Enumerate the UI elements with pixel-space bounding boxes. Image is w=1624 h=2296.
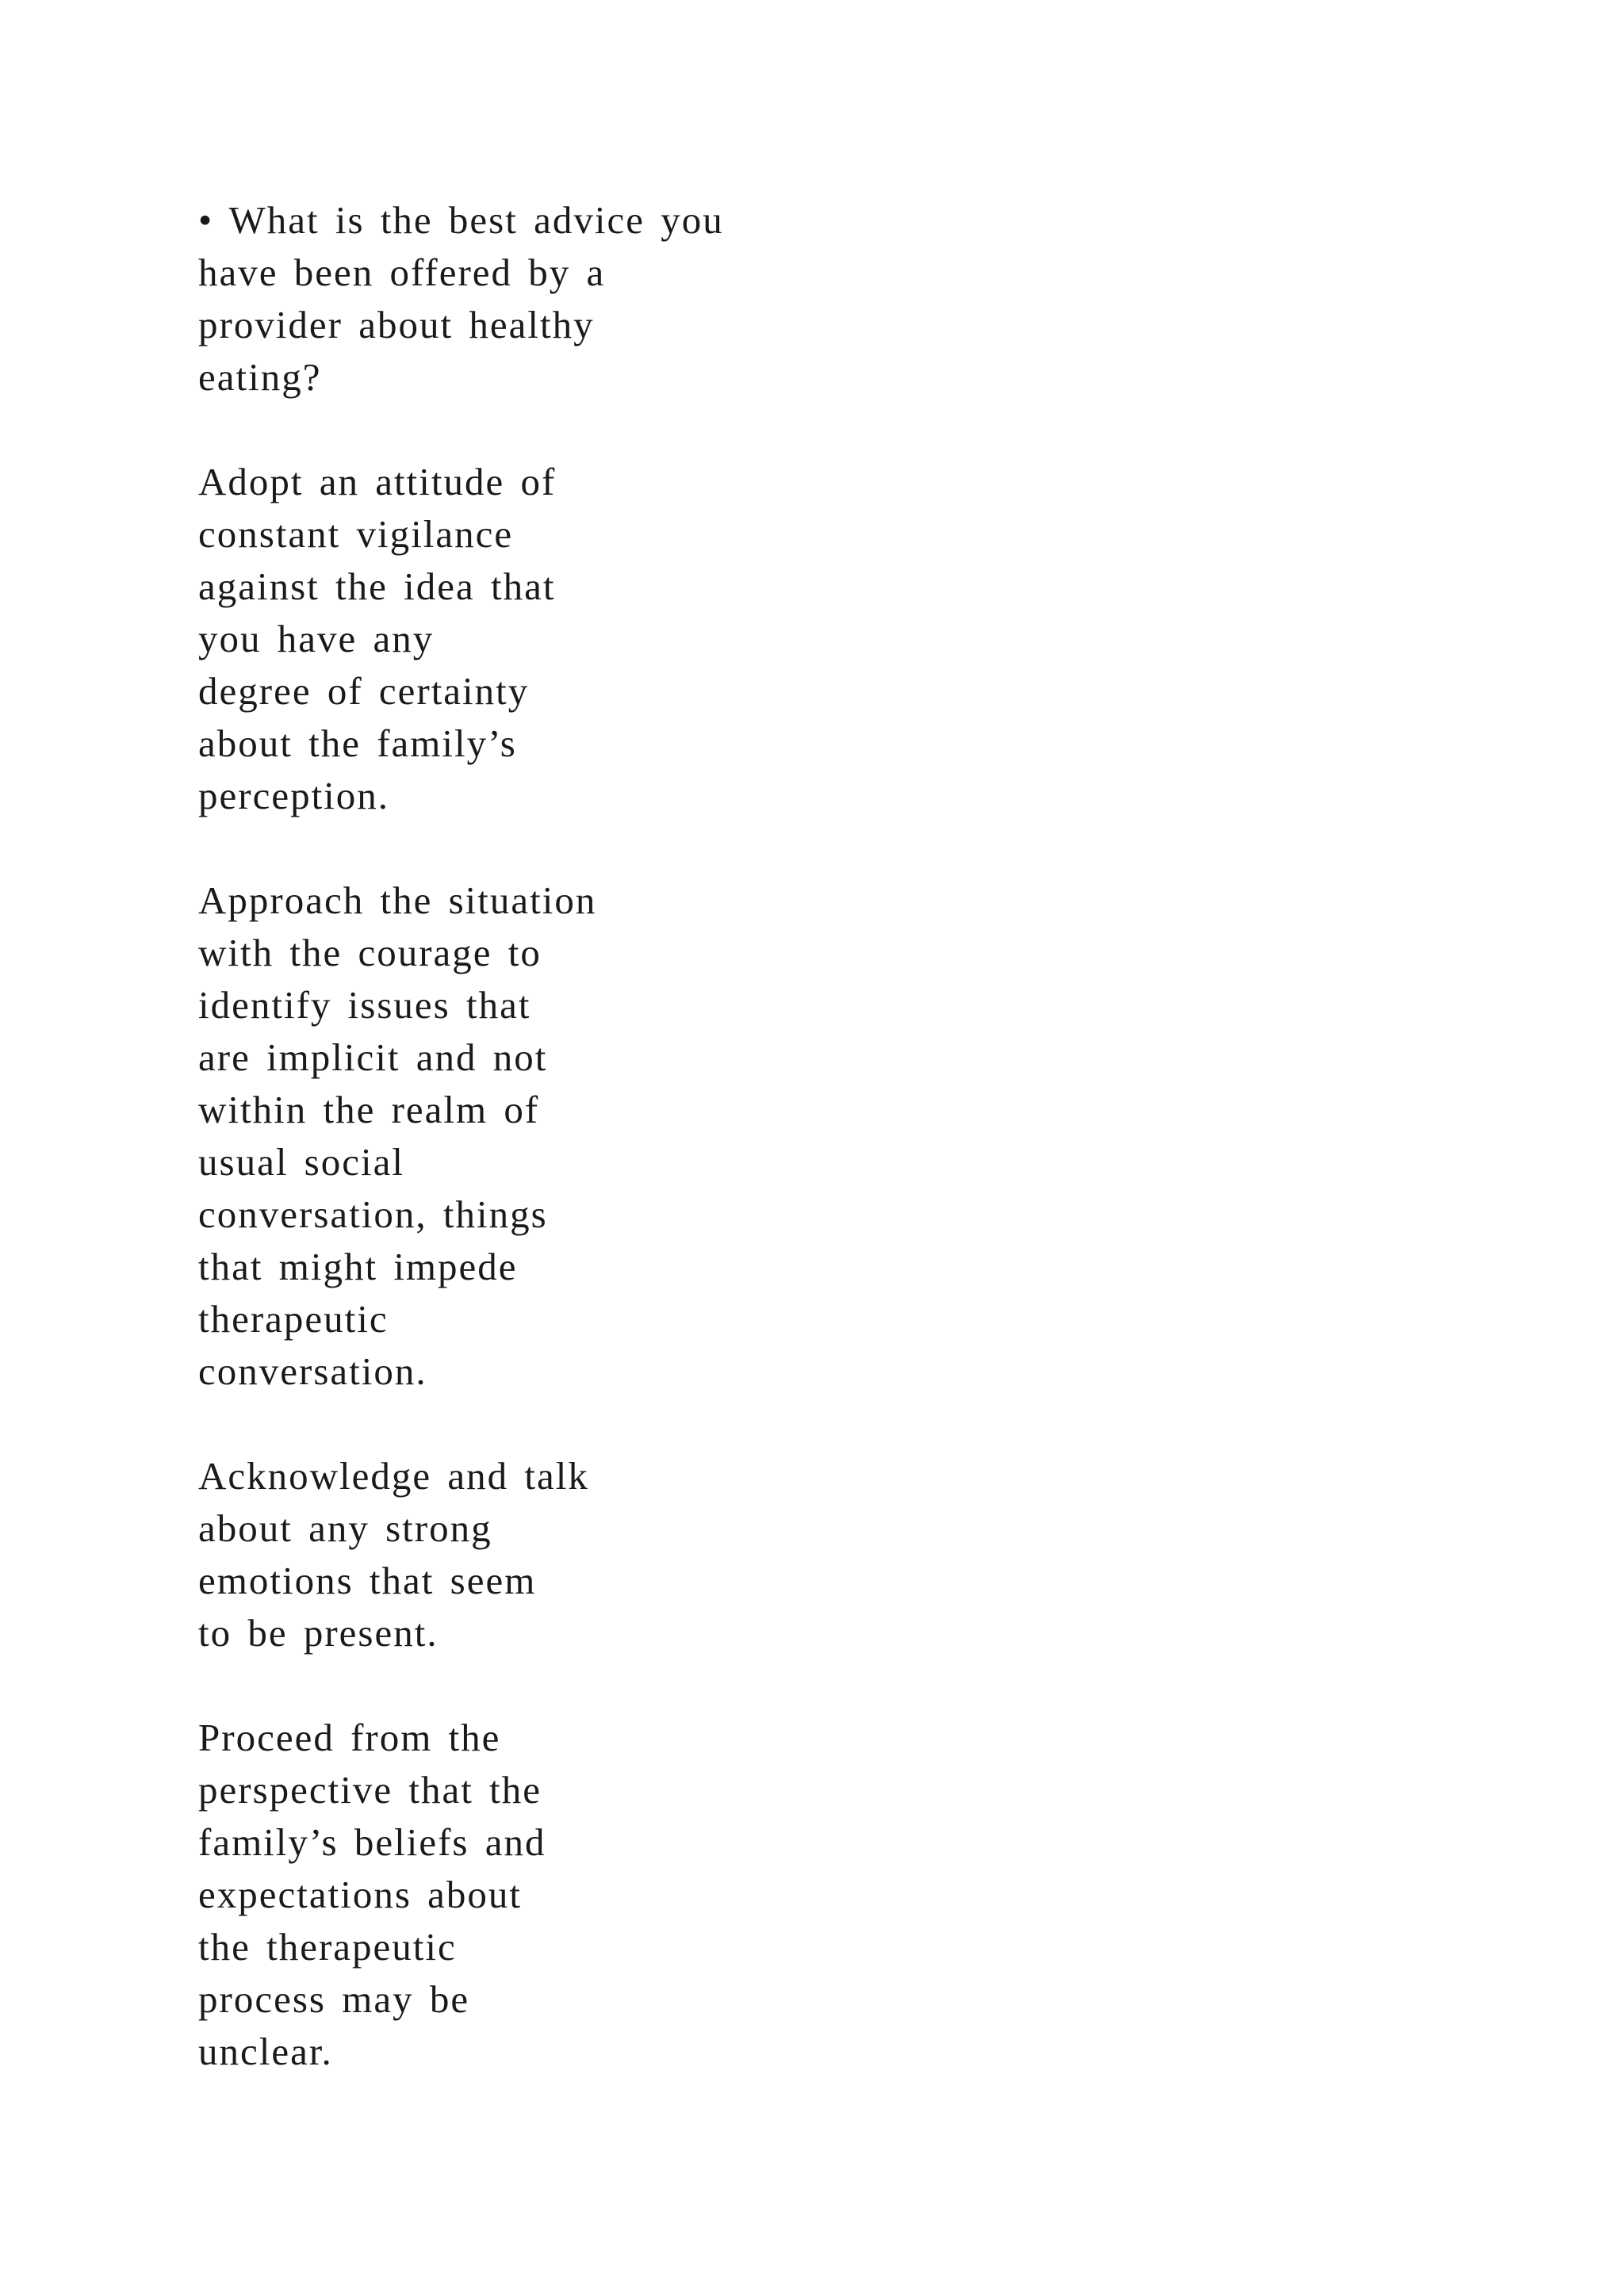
- text-line: about the family’s: [198, 721, 517, 765]
- text-line: constant vigilance: [198, 512, 514, 556]
- text-line: conversation, things: [198, 1192, 548, 1236]
- text-line: conversation.: [198, 1349, 427, 1393]
- text-line: Proceed from the: [198, 1716, 501, 1759]
- paragraph-perspective: [198, 1712, 991, 2078]
- text-line: usual social: [198, 1140, 404, 1184]
- text-line: the therapeutic: [198, 1925, 457, 1969]
- paragraph-emotions: [198, 1450, 991, 1659]
- text-line: perspective that the: [198, 1768, 542, 1812]
- text-line: unclear.: [198, 2030, 333, 2073]
- text-line: with the courage to: [198, 931, 542, 974]
- text-line: Acknowledge and talk: [198, 1454, 589, 1498]
- text-line: expectations about: [198, 1873, 523, 1916]
- text-line: • What is the best advice you: [198, 198, 724, 242]
- text-line: family’s beliefs and: [198, 1820, 546, 1864]
- text-line: Adopt an attitude of: [198, 460, 557, 503]
- text-line: against the idea that: [198, 564, 556, 608]
- text-line: Approach the situation: [198, 878, 597, 922]
- paragraph-vigilance: [198, 456, 991, 822]
- text-line: are implicit and not: [198, 1035, 548, 1079]
- text-line: provider about healthy: [198, 303, 595, 346]
- text-line: within the realm of: [198, 1088, 540, 1131]
- text-line: identify issues that: [198, 983, 531, 1027]
- text-line: have been offered by a: [198, 251, 606, 294]
- text-column: [198, 194, 991, 2130]
- text-line: emotions that seem: [198, 1559, 537, 1602]
- text-line: perception.: [198, 774, 390, 817]
- text-line: that might impede: [198, 1245, 518, 1288]
- text-line: eating?: [198, 355, 322, 399]
- paragraph-courage: [198, 874, 991, 1398]
- text-line: therapeutic: [198, 1297, 389, 1341]
- text-line: you have any: [198, 617, 435, 660]
- text-line: process may be: [198, 1977, 470, 2021]
- text-line: about any strong: [198, 1506, 492, 1550]
- question-paragraph: [198, 194, 991, 404]
- text-line: degree of certainty: [198, 669, 530, 713]
- text-line: to be present.: [198, 1611, 439, 1655]
